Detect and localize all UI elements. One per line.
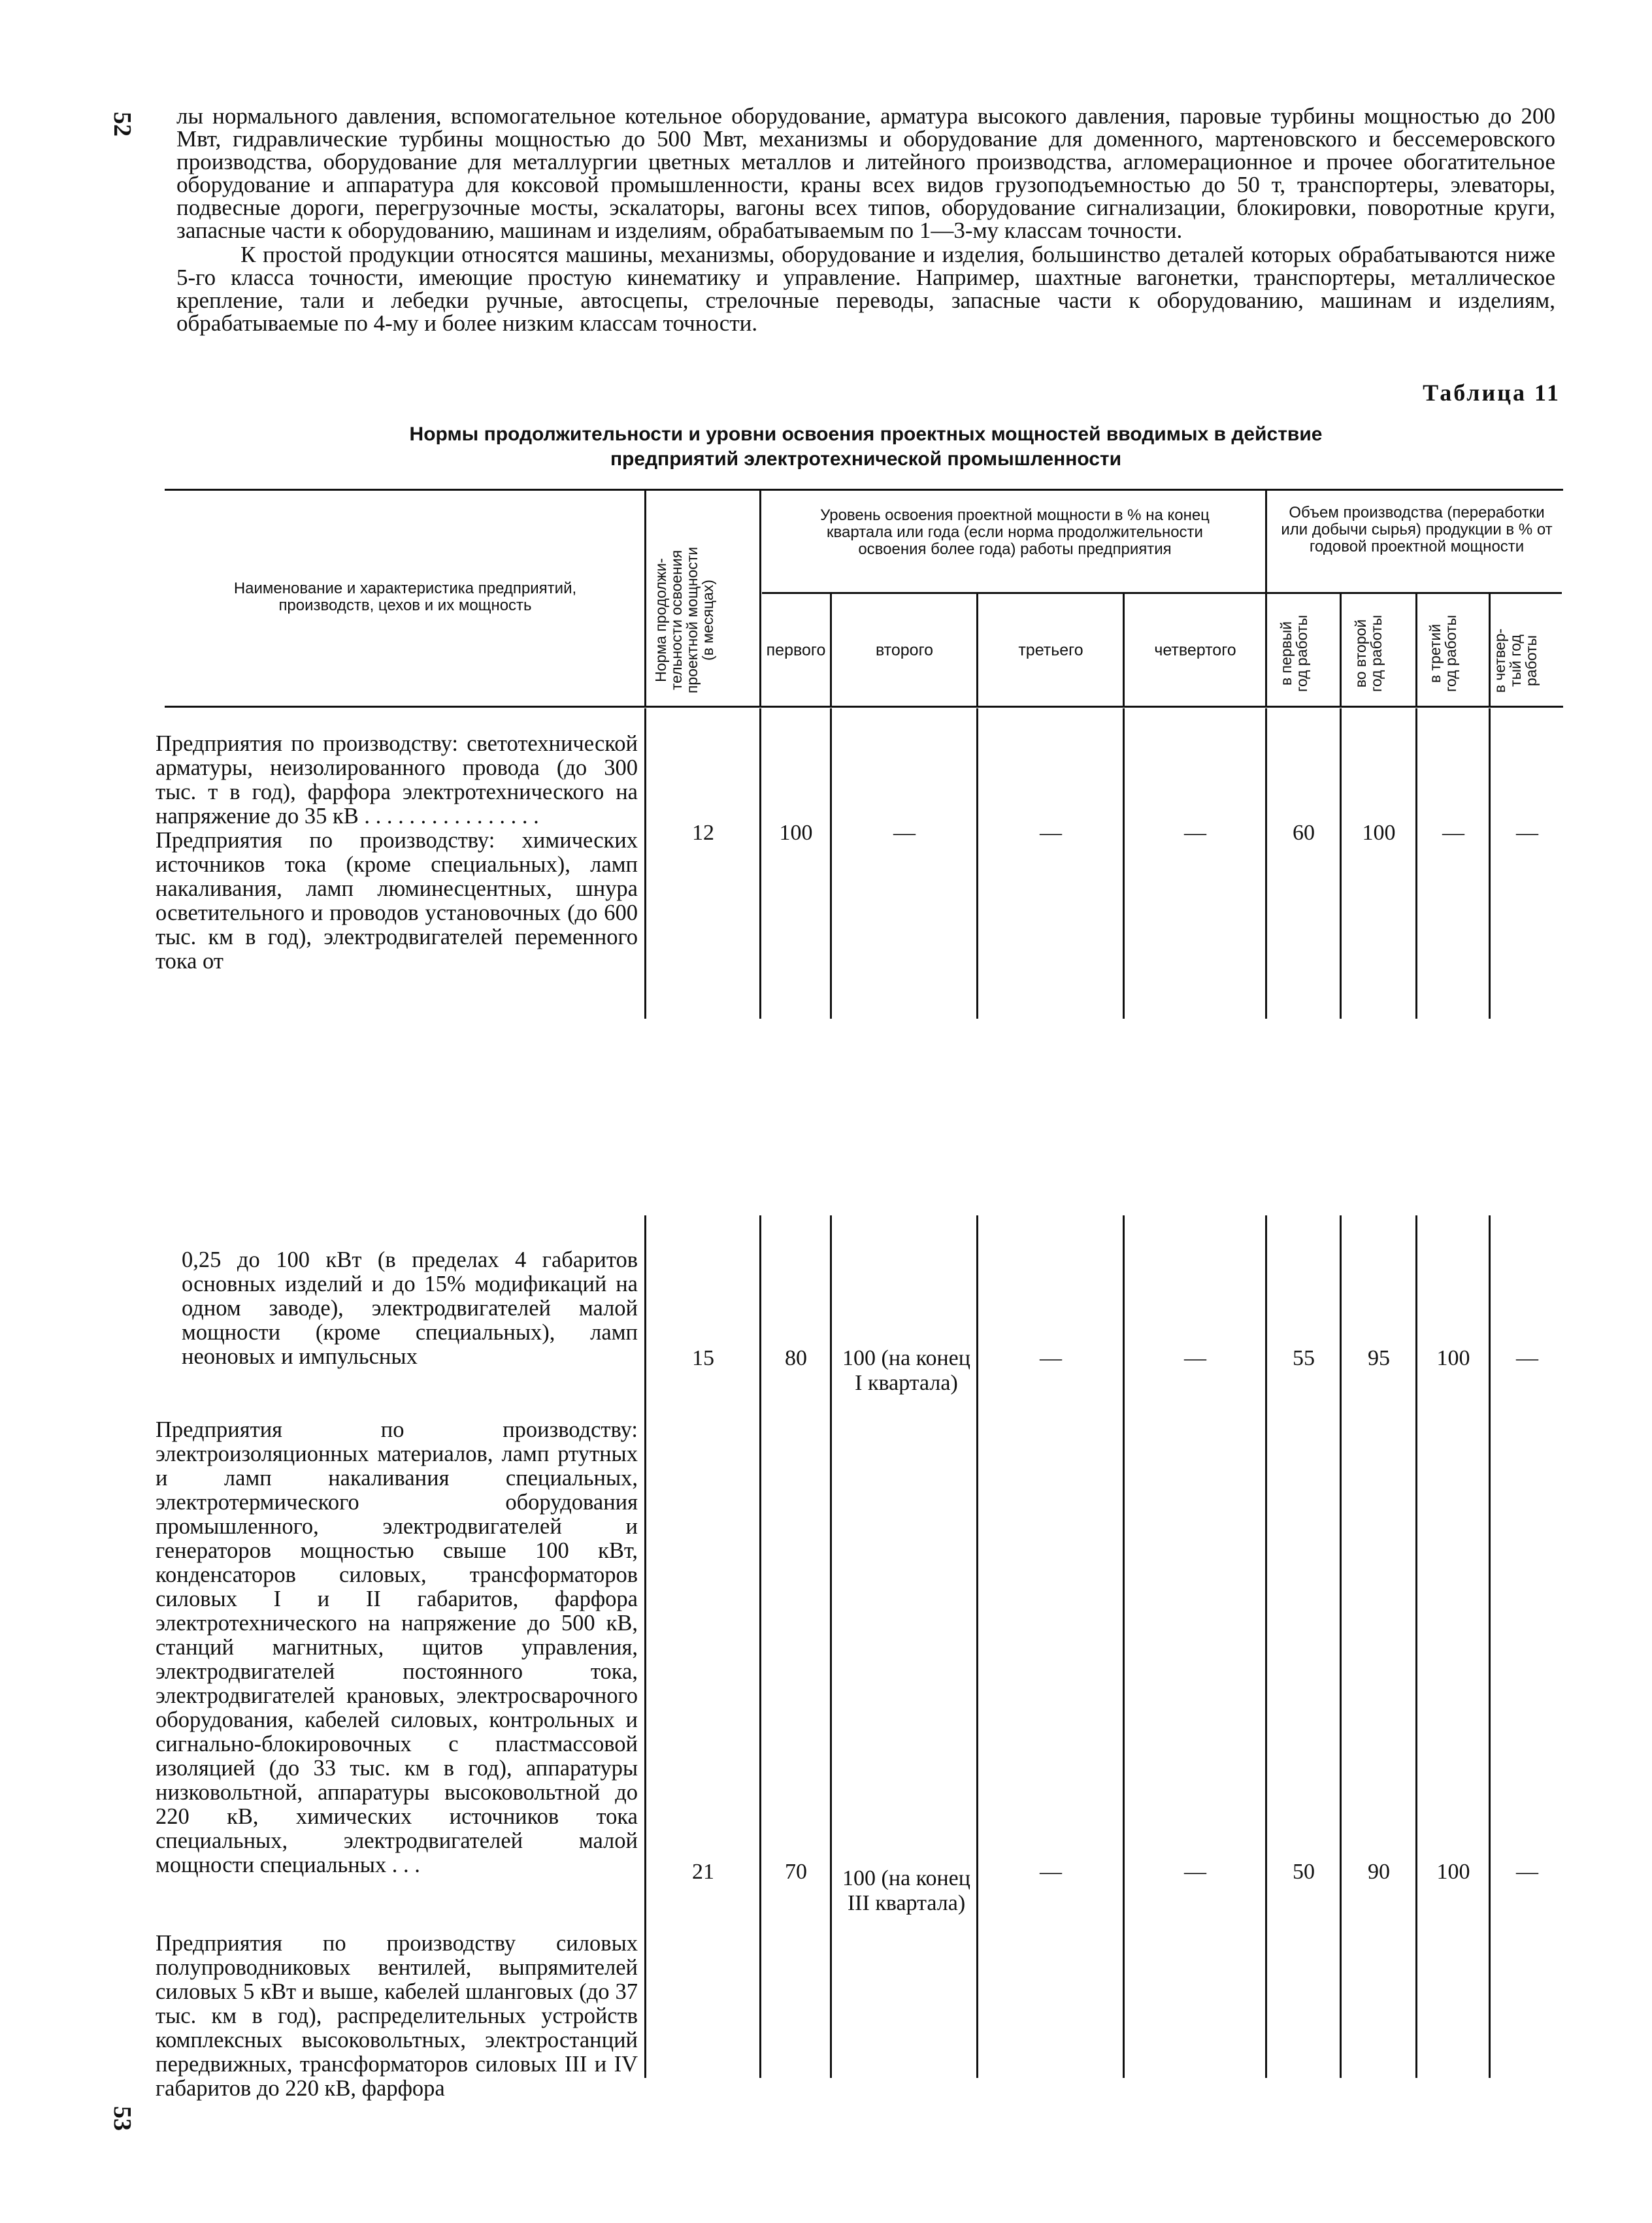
header-y2: во второй год работы: [1352, 614, 1385, 693]
row-1-desc-a: Предприятия по производству: светотехнической арматуры, неизолированного провода (до 300 тыс. т в год), фарфора электротехнического на напряжение до 35 кВ . . . . . . . . . . . . . . . .: [156, 731, 638, 829]
row-3-y4: —: [1516, 1860, 1538, 1884]
col-line: [976, 708, 978, 1019]
row-3-y3: 100: [1436, 1860, 1470, 1884]
hdr-sep-1: [644, 489, 646, 707]
row-1-y4: —: [1516, 821, 1538, 845]
row-3-q2: 100 (на конец III квартала): [842, 1866, 970, 1915]
table-row-3-description: Предприятия по производству: электроизоляционных материалов, ламп ртутных и ламп накаливания специальных, электротермического оборудования промышленного, электродвигателей и генераторов мощностью свыше 100 кВт, конденсаторов силовых, трансформаторов силовых I и II габаритов, фарфора электротехнического на напряжение до 500 кВ, станций магнитных, щитов управления, электродвигателей постоянного тока, электродвигателей крановых, электросварочного оборудования, кабелей силовых, контрольных и сигнально-блокировочных с пластмассовой изоляцией (до 33 тыс. км в год), аппаратуры низковольтной, аппаратуры высоковольтной до 220 кВ, химических источников тока специальных, электродвигателей малой мощности специальных . . .: [156, 1417, 638, 1877]
page-number-top: 52: [108, 112, 136, 137]
intro-paragraph-2: К простой продукции относятся машины, механизмы, оборудование и изделия, большинство деталей которых обрабатываются ниже 5-го класса точности, имеющие простую кинематику и управление. Например, шахтные вагонетки, транспортеры, металлическое крепление, тали и лебедки ручные, автосцепы, стрелочные переводы, запасные части к оборудованию, машинам и изделиям, обрабатываемые по 4-му и более низким классам точности.: [176, 242, 1555, 336]
col-line: [1265, 708, 1267, 1019]
row-2-y1: 55: [1293, 1346, 1315, 1370]
col-line: [830, 708, 832, 1019]
table-top-rule: [165, 489, 1563, 491]
intro-text: [176, 105, 1555, 335]
header-q3: третьего: [1018, 641, 1083, 659]
hdr-sep-2: [759, 489, 761, 707]
hdr-sep-6: [1265, 489, 1267, 707]
table-row-4-description: Предприятия по производству силовых полупроводниковых вентилей, выпрямителей силовых 5 кВт и выше, кабелей шланговых (до 37 тыс. км в год), распределительных устройств комплексных высоковольтных, электростанций передвижных, трансформаторов силовых III и IV габаритов до 220 кВ, фарфора: [156, 1931, 638, 2101]
table-title-line-1: Нормы продолжительности и уровни освоения проектных мощностей вводимых в действие: [409, 423, 1323, 445]
table-row-2-description: 0,25 до 100 кВт (в пределах 4 габаритов основных изделий и до 15% модификаций на одном заводе), электродвигателей малой мощности (кроме специальных), ламп неоновых и импульсных: [182, 1247, 638, 1369]
row-2-norm: 15: [692, 1346, 714, 1370]
col-line: [1415, 708, 1417, 1019]
hdr-sep-9: [1489, 593, 1491, 707]
hdr-sep-4: [976, 593, 978, 707]
row-3-q3: —: [1040, 1860, 1062, 1884]
intro-paragraph-1: лы нормального давления, вспомогательное котельное оборудование, арматура высокого давления, паровые турбины мощностью до 200 Мвт, гидравлические турбины мощностью до 500 Мвт, механизмы и оборудование для доменного, мартеновского и бессемеровского производства, оборудование для металлургии цветных металлов и литейного производства, агломерационное и прочее обогатительное оборудование и аппаратура для коксовой промышленности, краны всех видов грузоподъемностью до 50 т, транспортеры, элеваторы, подвесные дороги, перегрузочные мосты, эскалаторы, вагоны всех типов, оборудование сигнализации, блокировки, поворотные круги, запасные части к оборудованию, машинам и изделиям, обрабатываемым по 1—3-му классам точности.: [176, 103, 1555, 243]
row-2-q3: —: [1040, 1346, 1062, 1370]
hdr-sep-3: [830, 593, 832, 707]
row-1-q1: 100: [779, 821, 813, 845]
col-line: [759, 1215, 761, 2078]
table-label: Таблица 11: [1423, 380, 1561, 406]
header-norm: Норма продолжи- тельности освоения проектной мощности (в месяцах): [652, 546, 716, 694]
col-line: [976, 1215, 978, 2078]
page-number-bottom: 53: [108, 2106, 136, 2131]
table-header-bottom-rule: [165, 706, 1563, 708]
row-1-q2: —: [893, 821, 916, 845]
row-1-q3: —: [1040, 821, 1062, 845]
row-1-y3: —: [1442, 821, 1464, 845]
row-3-q4: —: [1184, 1860, 1206, 1884]
header-y4: в четвер- тый год работы: [1491, 628, 1540, 693]
row-3-y1: 50: [1293, 1860, 1315, 1884]
header-name: Наименование и характеристика предприятий, производств, цехов и их мощность: [233, 580, 577, 614]
hdr-sep-7: [1340, 593, 1342, 707]
hdr-sep-8: [1415, 593, 1417, 707]
row-1-norm: 12: [692, 821, 714, 845]
row-1-desc-b: Предприятия по производству: химических источников тока (кроме специальных), ламп накаливания, ламп люминесцентных, шнура осветительного и проводов установочных (до 600 тыс. км в год), электродвигателей переменного тока от: [156, 828, 638, 974]
hdr-sep-5: [1123, 593, 1125, 707]
col-line: [644, 708, 646, 1019]
row-2-y3: 100: [1436, 1346, 1470, 1370]
col-line: [1265, 1215, 1267, 2078]
row-2-q4: —: [1184, 1346, 1206, 1370]
volume-group-rule: [1266, 592, 1562, 594]
row-2-q1: 80: [785, 1346, 807, 1370]
row-2-y4: —: [1516, 1346, 1538, 1370]
table-title-line-2: предприятий электротехнической промышленности: [610, 448, 1122, 470]
level-group-rule: [762, 592, 1265, 594]
row-3-norm: 21: [692, 1860, 714, 1884]
col-line: [830, 1215, 832, 2078]
row-3-q1: 70: [785, 1860, 807, 1884]
table-row-1-description: [156, 732, 638, 974]
row-3-y2: 90: [1368, 1860, 1390, 1884]
col-line: [1489, 1215, 1491, 2078]
col-line: [644, 1215, 646, 2078]
col-line: [1123, 708, 1125, 1019]
header-q2: второго: [875, 641, 934, 659]
header-y1: в первый год работы: [1278, 614, 1310, 693]
col-line: [759, 708, 761, 1019]
table-title: [176, 422, 1555, 472]
header-q4: четвертого: [1154, 641, 1236, 659]
header-volume-group: Объем производства (переработки или добычи сырья) продукции в % от годовой проектной мощности: [1281, 504, 1553, 555]
col-line: [1415, 1215, 1417, 2078]
col-line: [1340, 1215, 1342, 2078]
header-q1: первого: [766, 641, 826, 659]
row-1-y2: 100: [1362, 821, 1396, 845]
col-line: [1489, 708, 1491, 1019]
header-y3: в третий год работы: [1427, 614, 1459, 693]
row-1-y1: 60: [1293, 821, 1315, 845]
row-2-q2: 100 (на конец I квартала): [842, 1346, 970, 1395]
col-line: [1340, 708, 1342, 1019]
row-1-q4: —: [1184, 821, 1206, 845]
col-line: [1123, 1215, 1125, 2078]
row-2-y2: 95: [1368, 1346, 1390, 1370]
header-level-group: Уровень освоения проектной мощности в % на конец квартала или года (если норма продолжительности освоения более года) работы предприятия: [820, 506, 1210, 558]
